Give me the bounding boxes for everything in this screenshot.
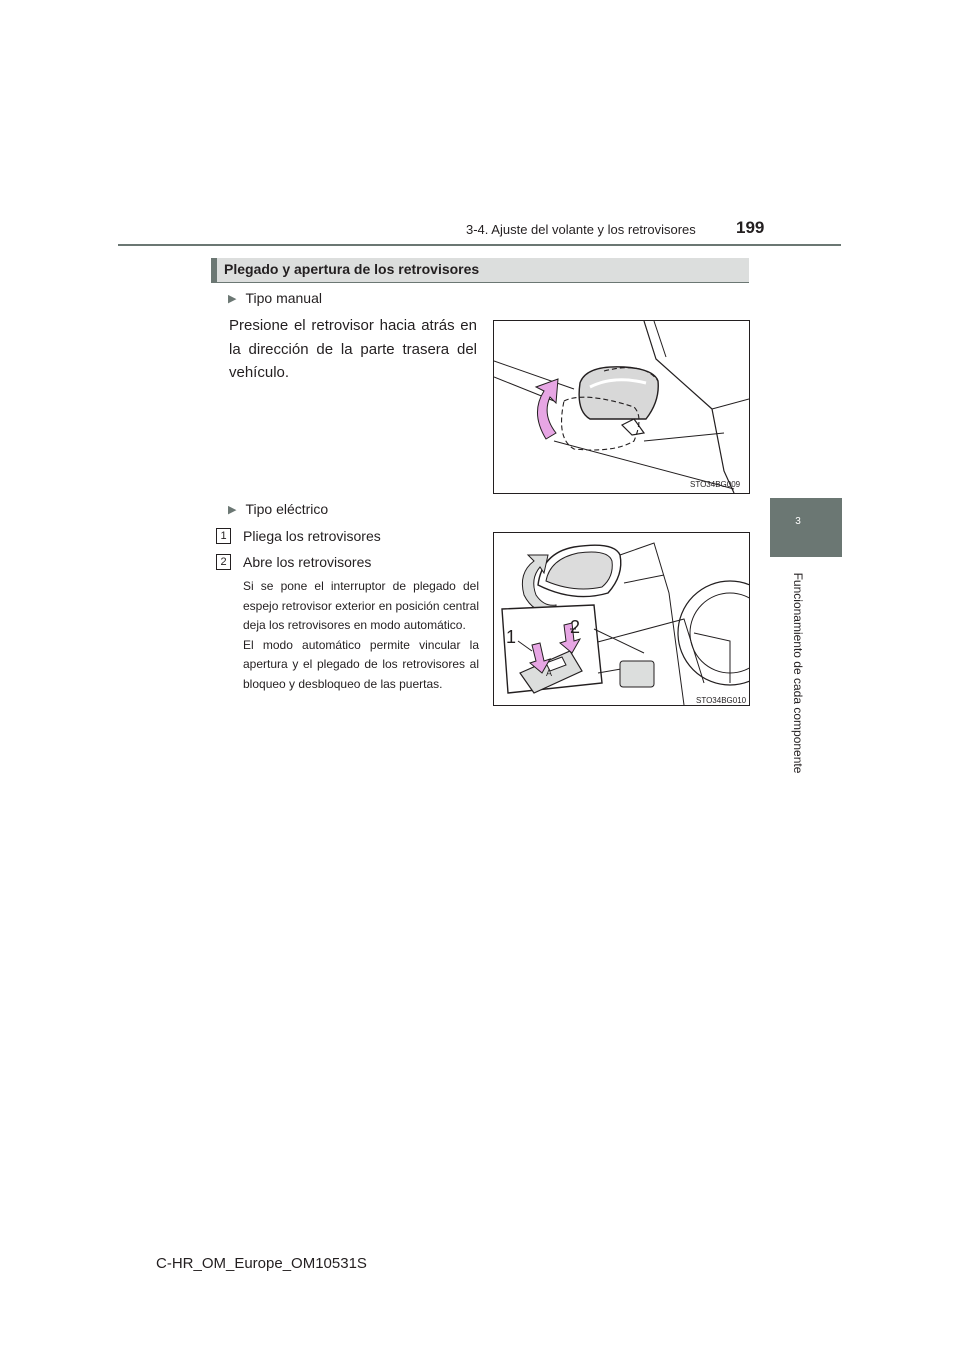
electric-type-heading: Tipo eléctrico [245,501,329,517]
manual-type-instruction: Presione el retrovisor hacia atrás en la dirección de la parte trasera del vehículo. [229,317,477,381]
chapter-number: 3 [795,516,801,527]
step-number-badge: 1 [216,528,231,544]
manual-mirror-figure [493,320,750,494]
header-rule [118,244,841,246]
document-id: C-HR_OM_Europe_OM10531S [156,1255,367,1272]
note-paragraph-2: El modo automático permite vincular la apertura y el plegado de los retrovisores al bloqueo y desbloqueo de las puertas. [243,637,479,691]
callout-label-2: 2 [570,617,581,637]
manual-figure-code: STO34BG009 [690,480,741,489]
triangle-bullet-icon: ▶ [228,292,237,305]
electric-switch-illustration [494,533,749,705]
step-fold [220,528,381,544]
step-fold-text: Pliega los retrovisores [243,528,381,544]
chapter-title: Funcionamiento de cada componente [791,572,805,774]
automatic-mode-note [243,577,479,694]
electric-switch-figure [493,532,750,706]
manual-type-heading-row [228,290,322,306]
step-open [220,554,372,570]
electric-figure-code: STO34BG010 [696,696,747,705]
page-number: 199 [736,218,765,237]
electric-type-heading-row [228,501,328,517]
step-open-text: Abre los retrovisores [243,554,372,570]
triangle-bullet-icon: ▶ [228,503,237,516]
switch-letter: A [546,668,553,678]
callout-label-1: 1 [506,627,517,647]
section-heading-accent [211,258,217,282]
note-paragraph-1: Si se pone el interruptor de plegado del espejo retrovisor exterior en posición central deja los retrovisores en modo automático. [243,579,479,632]
step-number-badge: 2 [216,554,231,570]
manual-type-heading: Tipo manual [245,290,322,306]
section-title: Plegado y apertura de los retrovisores [224,261,480,277]
manual-mirror-illustration [494,321,749,493]
section-reference: 3-4. Ajuste del volante y los retrovisores [466,222,696,237]
chapter-tab [770,498,842,557]
curved-arrow-icon [536,379,558,439]
